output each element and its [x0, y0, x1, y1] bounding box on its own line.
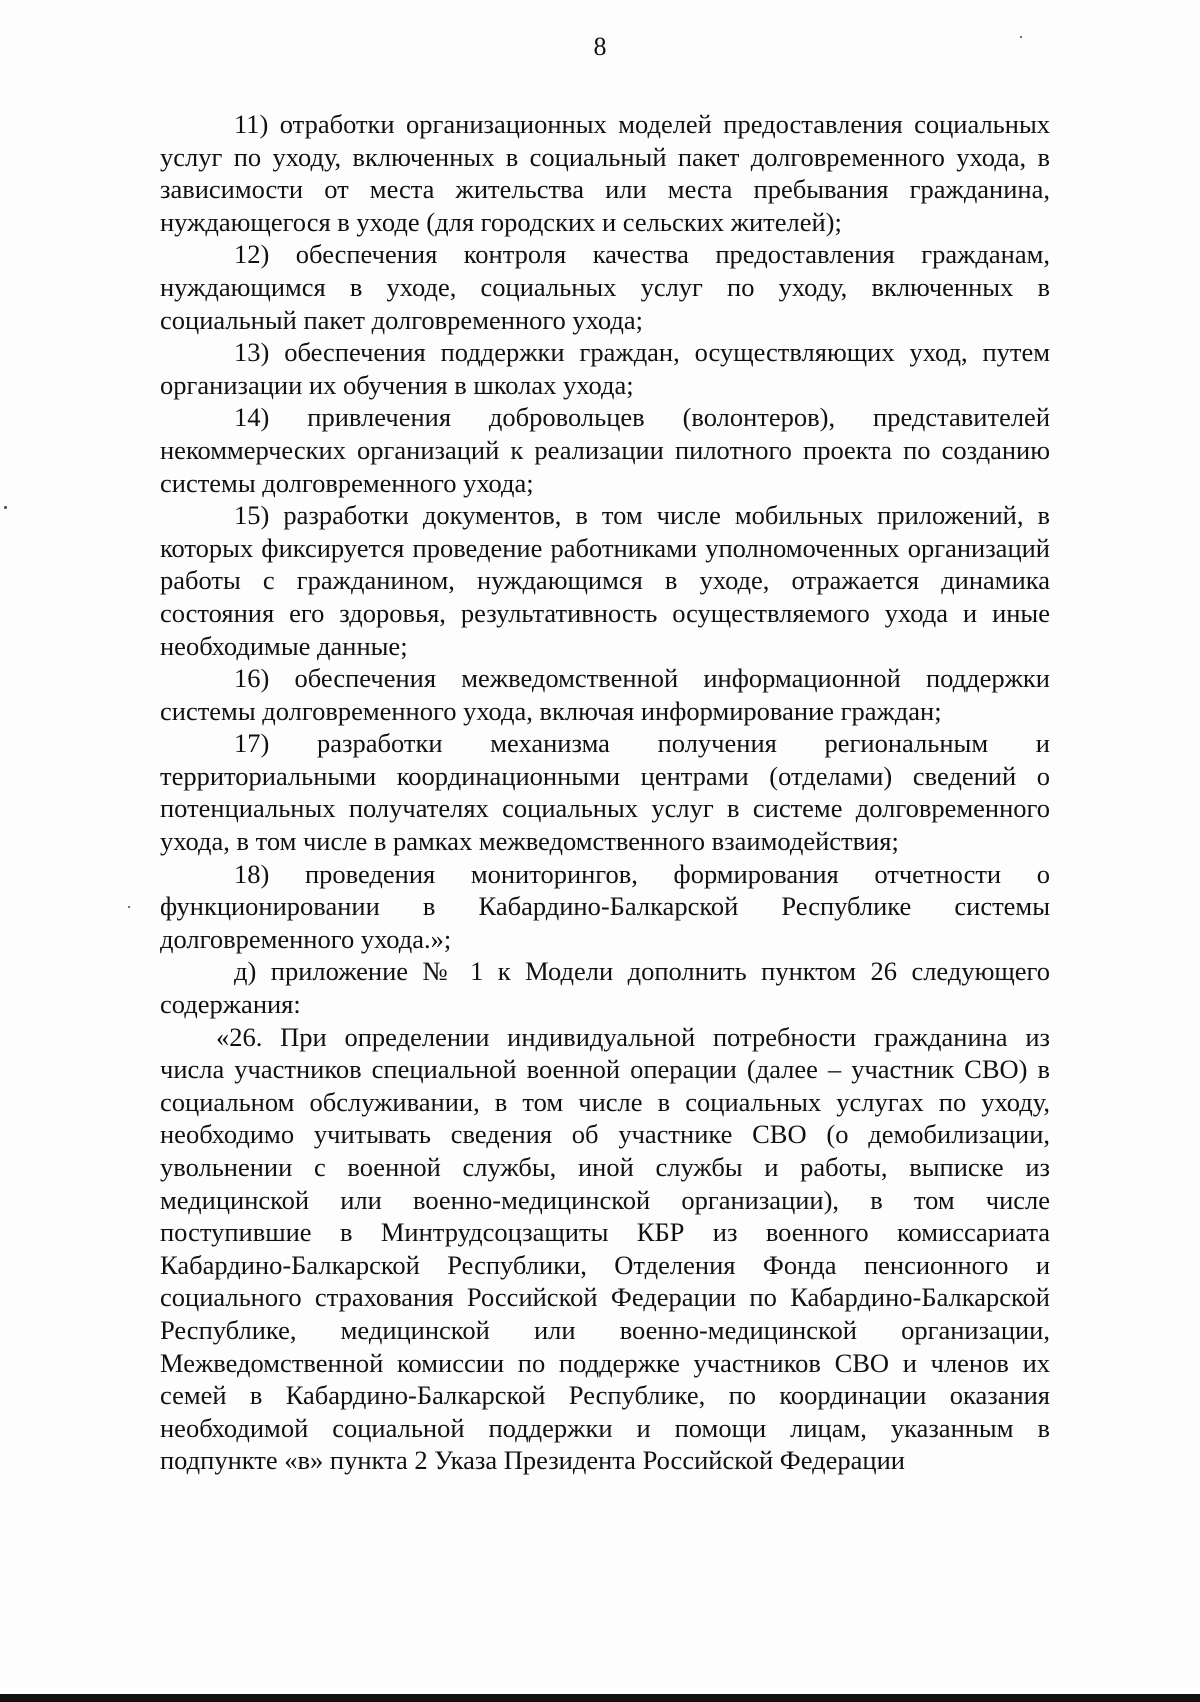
paragraph-item-12: 12) обеспечения контроля качества предоставления гражданам, нуждающимся в уходе, социальных услуг по уходу, включенных в социальный пакет долговременного ухода;	[160, 239, 1050, 335]
scan-dot	[1020, 36, 1022, 38]
paragraph-item-16: 16) обеспечения межведомственной информационной поддержки системы долговременного ухода, включая информирование граждан;	[160, 663, 1050, 726]
paragraph-item-17: 17) разработки механизма получения региональным и территориальными координационными центрами (отделами) сведений о потенциальных получателях социальных услуг в системе долговременного ухода, в том числе в рамках межведомственного взаимодействия;	[160, 728, 1050, 857]
paragraph-point-26: «26. При определении индивидуальной потребности гражданина из числа участников специальной военной операции (далее – участник СВО) в социальном обслуживании, в том числе в социальных услугах по уходу, необходимо учитывать сведения об участнике СВО (о демобилизации, увольнении с военной службы, иной службы и работы, выписке из медицинской или военно-медицинской организации), в том числе поступившие в Минтрудсоцзащиты КБР из военного комиссариата Кабардино-Балкарской Республики, Отделения Фонда пенсионного и социального страхования Российской Федерации по Кабардино-Балкарской Республике, медицинской или военно-медицинской организации, Межведомственной комиссии по поддержке участников СВО и членов их семей в Кабардино-Балкарской Республике, по координации оказания необходимой социальной поддержки и помощи лицам, указанным в подпункте «в» пункта 2 Указа Президента Российской Федерации	[160, 1021, 1050, 1476]
paragraph-item-13: 13) обеспечения поддержки граждан, осуществляющих уход, путем организации их обучения в школах ухода;	[160, 337, 1050, 400]
paragraph-item-15: 15) разработки документов, в том числе мобильных приложений, в которых фиксируется проведение работниками уполномоченных организаций работы с гражданином, нуждающимся в уходе, отражается динамика состояния его здоровья, результативность осуществляемого ухода и иные необходимые данные;	[160, 500, 1050, 661]
paragraph-item-14: 14) привлечения добровольцев (волонтеров), представителей некоммерческих организаций к реализации пилотного проекта по созданию системы долговременного ухода;	[160, 402, 1050, 498]
scan-dot	[128, 906, 130, 908]
paragraph-item-11: 11) отработки организационных моделей предоставления социальных услуг по уходу, включенных в социальный пакет долговременного ухода, в зависимости от места жительства или места пребывания гражданина, нуждающегося в уходе (для городских и сельских жителей);	[160, 109, 1050, 237]
paragraph-item-18: 18) проведения мониторингов, формирования отчетности о функционировании в Кабардино-Балкарской Республике системы долговременного ухода.»;	[160, 858, 1050, 954]
document-body	[160, 108, 1050, 1477]
page-number: 8	[593, 32, 607, 61]
scan-bottom-edge	[0, 1694, 1200, 1702]
paragraph-subpoint-d: д) приложение № 1 к Модели дополнить пунктом 26 следующего содержания:	[160, 956, 1050, 1020]
scan-dot	[4, 506, 7, 509]
